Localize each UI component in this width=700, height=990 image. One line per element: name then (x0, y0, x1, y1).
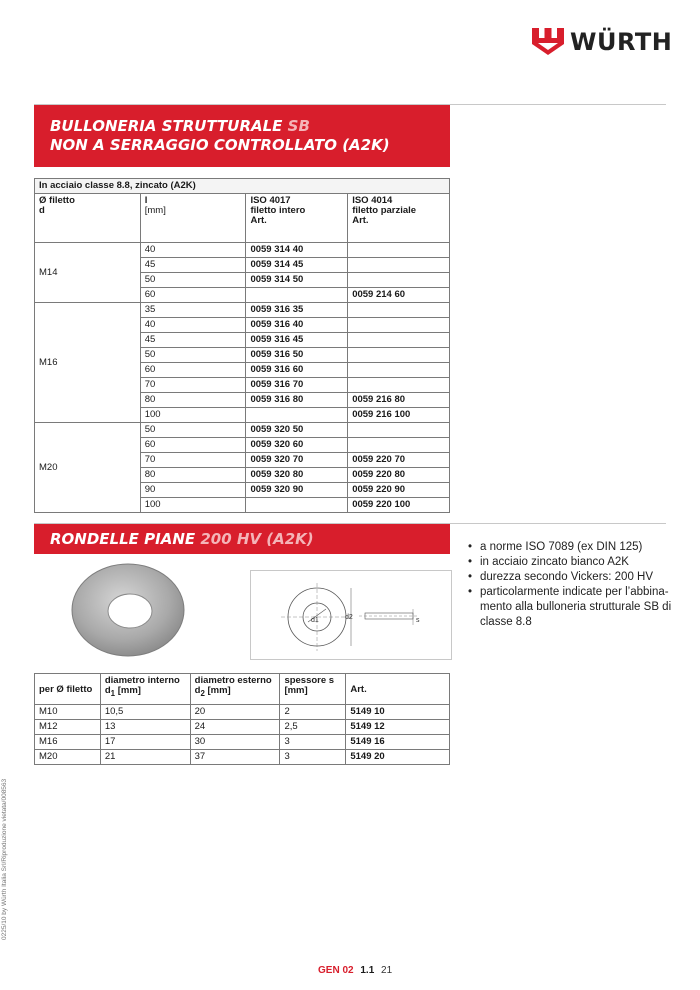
list-item: • in acciaio zincato bianco A2K (466, 555, 681, 570)
table-row: 45 0059 314 45 (35, 258, 450, 273)
washer-drawing (250, 570, 452, 660)
label-s: s (416, 617, 420, 624)
table-row: 50 0059 316 50 (35, 348, 450, 363)
table-row: 100 0059 216 100 (35, 408, 450, 423)
page-footer (318, 965, 392, 976)
col-thread: Ø filetto d (35, 194, 141, 243)
section2-banner (34, 524, 450, 554)
col-iso4014: ISO 4014 filetto parziale Art. (348, 194, 450, 243)
section2-title-main: RONDELLE PIANE (50, 530, 196, 548)
table-row: 60 0059 320 60 (35, 438, 450, 453)
col-outer-diameter: diametro esterno $d_2$ [mm] (190, 674, 280, 705)
list-item: • durezza secondo Vickers: 200 HV (466, 570, 681, 585)
table-row: 80 0059 316 80 0059 216 80 (35, 393, 450, 408)
col-length: l [mm] (140, 194, 246, 243)
col-article: Art. (346, 674, 450, 705)
col-thickness: spessore s [mm] (280, 674, 346, 705)
table-row: M16 17 30 3 5149 16 (35, 735, 450, 750)
table-row: M16 35 0059 316 35 (35, 303, 450, 318)
thread-cell: M14 (35, 243, 141, 303)
bolt-table (34, 178, 450, 513)
table-row: 40 0059 316 40 (35, 318, 450, 333)
section1-banner (34, 105, 450, 167)
thread-cell: M16 (35, 303, 141, 423)
bolt-table-caption: In acciaio classe 8.8, zincato (A2K) (35, 179, 450, 194)
table-row: M20 50 0059 320 50 (35, 423, 450, 438)
footer-code: GEN 02 (318, 965, 354, 976)
label-d2: d2 (345, 614, 353, 621)
section1-title-accent: SB (287, 117, 310, 135)
thread-cell: M20 (35, 423, 141, 513)
col-thread: per Ø filetto (35, 674, 101, 705)
col-iso4017: ISO 4017 filetto intero Art. (246, 194, 348, 243)
table-row: 70 0059 320 70 0059 220 70 (35, 453, 450, 468)
wurth-logo-text: WÜRTH (570, 28, 673, 56)
table-row: M10 10,5 20 2 5149 10 (35, 705, 450, 720)
table-row: 70 0059 316 70 (35, 378, 450, 393)
list-item: • a norme ISO 7089 (ex DIN 125) (466, 540, 681, 555)
section1-title-main: BULLONERIA STRUTTURALE (50, 117, 283, 135)
table-row: 50 0059 314 50 (35, 273, 450, 288)
footer-page: 21 (381, 965, 393, 976)
copyright-side-text: 0225/10 by Würth Italia Srl/Riproduzione vietata/008563 (1, 778, 8, 940)
table-row: M14 40 0059 314 40 (35, 243, 450, 258)
table-row: 60 0059 316 60 (35, 363, 450, 378)
washer-photo (66, 560, 190, 660)
list-item: • particolarmente indicate per l’abbina-mento alla bulloneria strutturale SB di classe 8.8 (466, 585, 681, 630)
washer-features (466, 540, 681, 630)
table-row: M20 21 37 3 5149 20 (35, 750, 450, 765)
table-row: 100 0059 220 100 (35, 498, 450, 513)
table-row: 60 0059 214 60 (35, 288, 450, 303)
wurth-logo-icon (532, 26, 564, 56)
section1-title-line2: NON A SERRAGGIO CONTROLLATO (A2K) (50, 136, 390, 154)
table-row: 45 0059 316 45 (35, 333, 450, 348)
table-row: 90 0059 320 90 0059 220 90 (35, 483, 450, 498)
section2-title-accent: 200 HV (A2K) (200, 530, 314, 548)
washer-table (34, 673, 450, 765)
table-row: 80 0059 320 80 0059 220 80 (35, 468, 450, 483)
wurth-logo (532, 26, 672, 60)
col-inner-diameter: diametro interno $d_1$ [mm] (100, 674, 190, 705)
label-d1: d1 (311, 617, 319, 624)
footer-section: 1.1 (360, 965, 375, 976)
table-row: M12 13 24 2,5 5149 12 (35, 720, 450, 735)
